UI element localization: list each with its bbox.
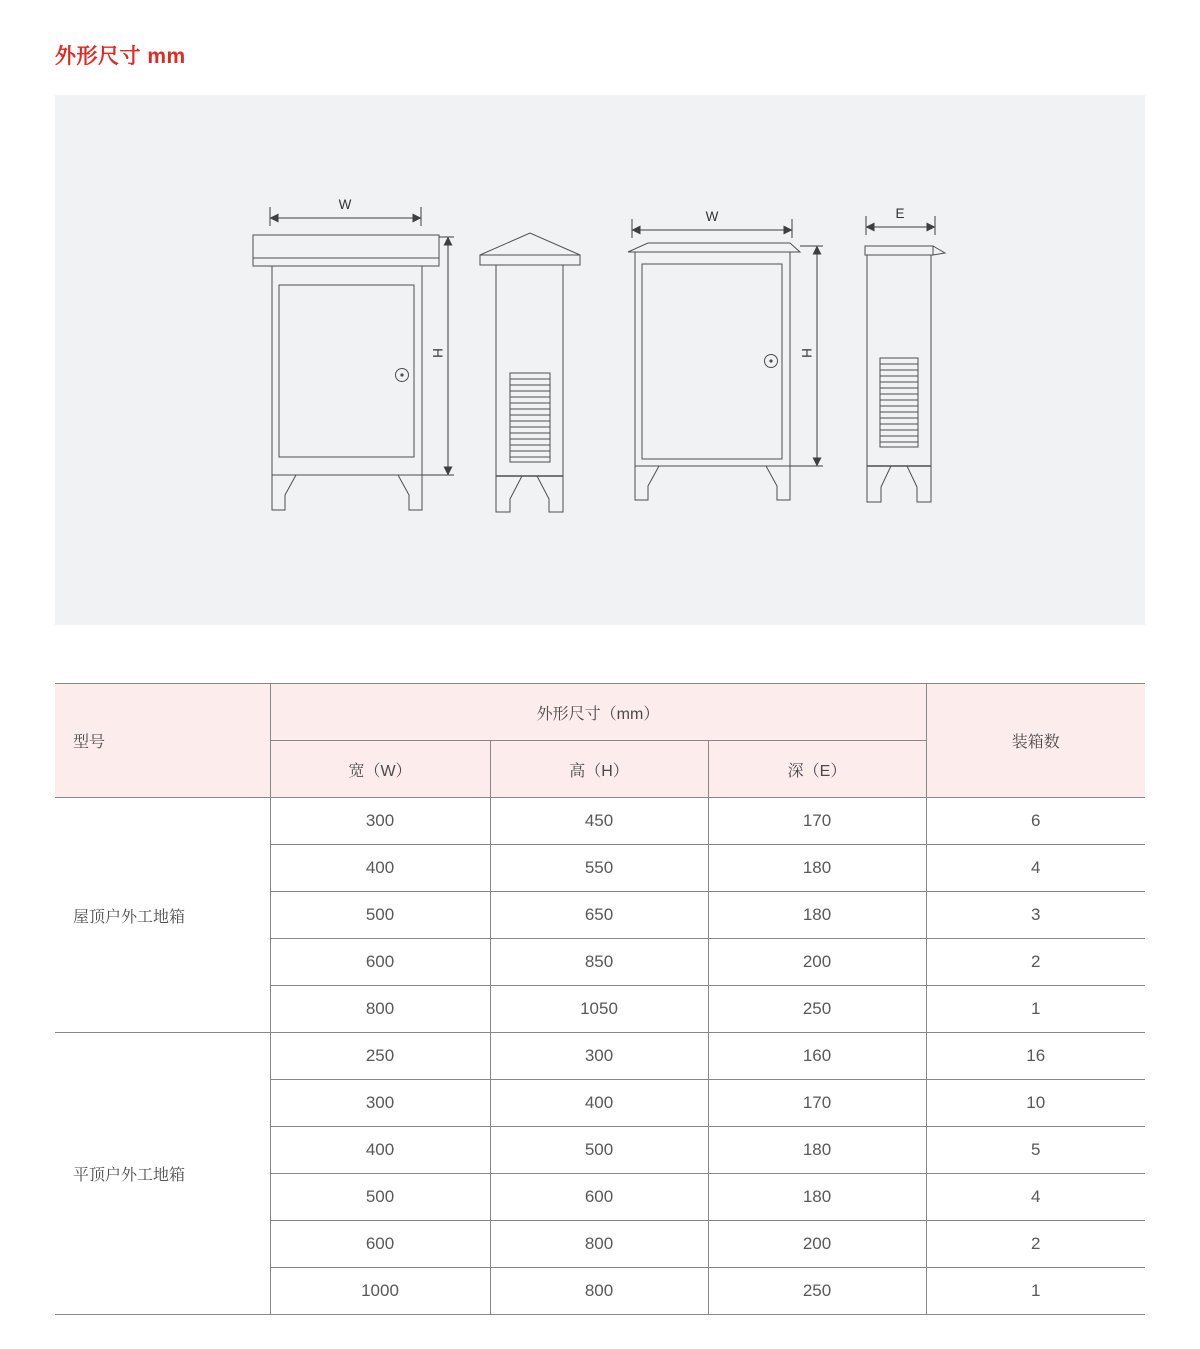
cell-width: 1000 — [270, 1268, 490, 1315]
model-name: 屋顶户外工地箱 — [55, 798, 270, 1033]
cell-height: 650 — [490, 892, 708, 939]
cell-height: 300 — [490, 1033, 708, 1080]
dimension-diagram-panel — [55, 95, 1145, 625]
cell-depth: 200 — [708, 1221, 926, 1268]
cell-height: 500 — [490, 1127, 708, 1174]
cell-qty: 2 — [926, 939, 1145, 986]
table-row — [55, 798, 1145, 845]
cell-height: 800 — [490, 1268, 708, 1315]
dim-label-e-flat: E — [895, 206, 905, 221]
cell-width: 400 — [270, 845, 490, 892]
cell-qty: 6 — [926, 798, 1145, 845]
cell-depth: 200 — [708, 939, 926, 986]
column-header-height: 高（H） — [490, 741, 708, 798]
cell-depth: 180 — [708, 845, 926, 892]
cell-depth: 180 — [708, 892, 926, 939]
column-header-dims: 外形尺寸（mm） — [270, 684, 926, 741]
cell-depth: 170 — [708, 798, 926, 845]
cell-depth: 250 — [708, 986, 926, 1033]
table-row — [55, 1033, 1145, 1080]
cell-qty: 16 — [926, 1033, 1145, 1080]
cell-height: 450 — [490, 798, 708, 845]
dim-label-w-roofed: W — [338, 197, 352, 212]
dim-label-w-flat: W — [705, 209, 719, 224]
cell-width: 600 — [270, 1221, 490, 1268]
louver-vent — [880, 358, 918, 447]
roofed-box-side-view — [480, 233, 580, 512]
flat-top-box-front-view — [628, 209, 823, 500]
cell-width: 500 — [270, 892, 490, 939]
cell-width: 250 — [270, 1033, 490, 1080]
cell-qty: 5 — [926, 1127, 1145, 1174]
cell-height: 400 — [490, 1080, 708, 1127]
cell-width: 500 — [270, 1174, 490, 1221]
cell-height: 800 — [490, 1221, 708, 1268]
dim-label-h-flat: H — [799, 348, 814, 358]
outline-dimension-drawing — [55, 95, 1145, 625]
page-title: 外形尺寸 mm — [55, 45, 186, 68]
cell-depth: 250 — [708, 1268, 926, 1315]
cell-qty: 1 — [926, 1268, 1145, 1315]
louver-vent — [510, 373, 550, 462]
column-header-qty: 装箱数 — [926, 684, 1145, 798]
column-header-depth: 深（E） — [708, 741, 926, 798]
cell-depth: 180 — [708, 1127, 926, 1174]
lock-icon — [396, 369, 409, 382]
cell-width: 600 — [270, 939, 490, 986]
cell-width: 300 — [270, 798, 490, 845]
cell-height: 550 — [490, 845, 708, 892]
flat-top-box-side-view — [865, 206, 945, 502]
cell-depth: 160 — [708, 1033, 926, 1080]
cell-height: 850 — [490, 939, 708, 986]
cell-qty: 1 — [926, 986, 1145, 1033]
dimension-spec-table — [55, 683, 1145, 1315]
cell-depth: 170 — [708, 1080, 926, 1127]
cell-width: 400 — [270, 1127, 490, 1174]
cell-qty: 2 — [926, 1221, 1145, 1268]
dim-label-h-roofed: H — [430, 348, 445, 358]
lock-icon — [765, 355, 778, 368]
cell-height: 1050 — [490, 986, 708, 1033]
roofed-box-front-view — [253, 197, 454, 510]
model-name: 平顶户外工地箱 — [55, 1033, 270, 1315]
cell-height: 600 — [490, 1174, 708, 1221]
cell-qty: 3 — [926, 892, 1145, 939]
cell-qty: 4 — [926, 845, 1145, 892]
cell-width: 800 — [270, 986, 490, 1033]
cell-qty: 10 — [926, 1080, 1145, 1127]
cell-width: 300 — [270, 1080, 490, 1127]
cell-qty: 4 — [926, 1174, 1145, 1221]
column-header-model: 型号 — [55, 684, 270, 798]
cell-depth: 180 — [708, 1174, 926, 1221]
column-header-width: 宽（W） — [270, 741, 490, 798]
